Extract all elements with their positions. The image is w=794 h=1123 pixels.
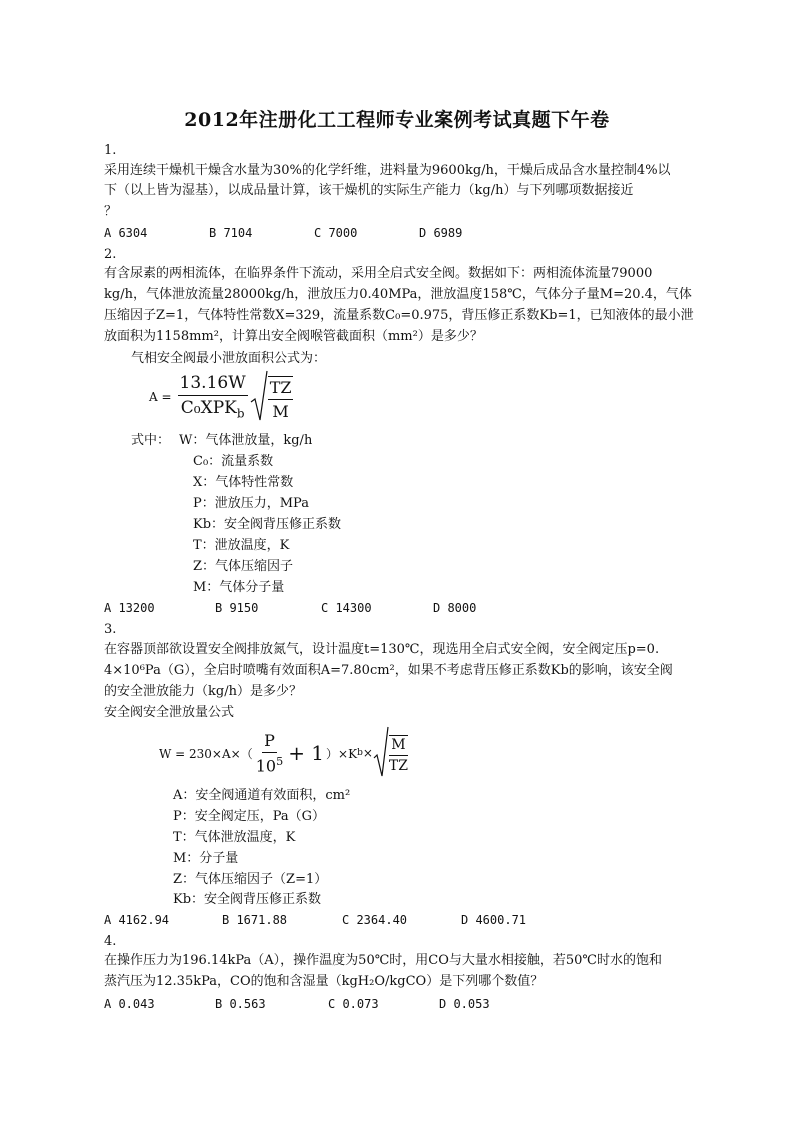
option-a: A 6304 bbox=[104, 226, 148, 240]
formula-root-denominator: TZ bbox=[388, 757, 408, 774]
question-text-line: kg/h，气体泄放流量28000kg/h，泄放压力0.40MPa，泄放温度158℃，气体分子量M=20.4，气体 bbox=[104, 287, 692, 302]
legend-item: T：气体泄放温度，K bbox=[173, 830, 296, 845]
formula-lhs: W = 230×A×（ bbox=[159, 746, 253, 761]
question-text-line: 放面积为1158mm²，计算出安全阀喉管截面积（mm²）是多少？ bbox=[104, 329, 483, 344]
question-text-line: 采用连续干燥机干燥含水量为30%的化学纤维，进料量为9600kg/h，干燥后成品含水量控制4%以 bbox=[104, 163, 671, 178]
formula-root-fraction bbox=[268, 376, 294, 421]
document-title: 2012年注册化工工程师专业案例考试真题下午卷 bbox=[184, 109, 610, 131]
formula-numerator: 13.16W bbox=[178, 373, 248, 396]
option-d: D 8000 bbox=[433, 601, 477, 615]
option-b: B 9150 bbox=[215, 601, 259, 615]
legend-item: M：分子量 bbox=[173, 851, 239, 866]
option-c: C 7000 bbox=[314, 226, 358, 240]
formula-root-numerator: M bbox=[389, 737, 407, 756]
legend-item: Kb：安全阀背压修正系数 bbox=[173, 892, 322, 907]
option-a: A 4162.94 bbox=[104, 913, 170, 927]
formula-numerator: P bbox=[262, 731, 277, 753]
sqrt-sign-icon bbox=[373, 726, 389, 780]
question-text-line: 蒸汽压为12.35kPa，CO的饱和含湿量（kgH₂O/kgCO）是下列哪个数值？ bbox=[104, 974, 544, 989]
sqrt-sign-icon bbox=[250, 370, 268, 424]
formula-root-numerator: TZ bbox=[268, 378, 294, 400]
question-number: 4. bbox=[104, 934, 117, 949]
legend-item: Z：气体压缩因子（Z=1） bbox=[173, 872, 328, 887]
option-d: D 0.053 bbox=[439, 997, 490, 1011]
option-c: C 14300 bbox=[321, 601, 372, 615]
question-text-line: 4×10⁶Pa（G），全启时喷嘴有效面积A=7.80cm²，如果不考虑背压修正系数Kb的影响，该安全阀 bbox=[104, 663, 673, 678]
question-text-line: 压缩因子Z=1，气体特性常数X=329，流量系数C₀=0.975，背压修正系数Kb=1，已知液体的最小泄 bbox=[104, 308, 694, 323]
formula-min-area bbox=[149, 370, 293, 424]
legend-item: A：安全阀通道有效面积，cm² bbox=[173, 788, 351, 803]
option-d: D 6989 bbox=[419, 226, 463, 240]
legend-item: T：泄放温度，K bbox=[193, 538, 290, 553]
legend-item: P：泄放压力，MPa bbox=[193, 496, 309, 511]
formula-denominator: C₀XPK bbox=[180, 398, 237, 419]
question-text-line: 的安全泄放能力（kg/h）是多少？ bbox=[104, 684, 302, 699]
option-b: B 7104 bbox=[209, 226, 253, 240]
question-text-line: 在操作压力为196.14kPa（A），操作温度为50℃时，用CO与大量水相接触，若50℃时水的饱和 bbox=[104, 953, 662, 968]
option-d: D 4600.71 bbox=[461, 913, 527, 927]
legend-item: Z：气体压缩因子 bbox=[193, 559, 294, 574]
formula-root-denominator: M bbox=[272, 401, 289, 421]
formula-fraction bbox=[256, 731, 283, 775]
legend-item: X：气体特性常数 bbox=[193, 475, 294, 490]
option-b: B 1671.88 bbox=[222, 913, 288, 927]
question-text-line: 有含尿素的两相流体，在临界条件下流动，采用全启式安全阀。数据如下：两相流体流量79000 bbox=[104, 266, 653, 281]
formula-intro: 安全阀安全泄放量公式 bbox=[104, 705, 235, 720]
formula-root-fraction bbox=[389, 735, 408, 774]
formula-lhs: A = bbox=[149, 390, 172, 404]
formula-denominator-sub: b bbox=[236, 406, 245, 421]
legend-item: C₀：流量系数 bbox=[193, 454, 274, 469]
formula-plus-one: + 1 bbox=[288, 741, 325, 765]
option-c: C 2364.40 bbox=[342, 913, 408, 927]
formula-denominator: 10 bbox=[255, 756, 277, 776]
formula-exponent: 5 bbox=[276, 754, 284, 768]
question-text-line: 在容器顶部欲设置安全阀排放氮气，设计温度t=130℃，现选用全启式安全阀，安全阀定压p=0. bbox=[104, 642, 660, 657]
legend-item: Kb：安全阀背压修正系数 bbox=[193, 517, 342, 532]
legend-item: W：气体泄放量，kg/h bbox=[179, 433, 313, 448]
formula-discharge bbox=[159, 724, 408, 782]
option-a: A 13200 bbox=[104, 601, 155, 615]
option-c: C 0.073 bbox=[328, 997, 379, 1011]
formula-after: ）×K bbox=[326, 746, 358, 761]
formula-intro: 气相安全阀最小泄放面积公式为： bbox=[131, 351, 327, 366]
legend-item: P：安全阀定压，Pa（G） bbox=[173, 809, 326, 824]
formula-fraction bbox=[178, 373, 248, 420]
question-number: 3. bbox=[104, 622, 117, 637]
legend-intro: 式中： bbox=[131, 433, 171, 448]
option-b: B 0.563 bbox=[215, 997, 266, 1011]
question-text-line: ？ bbox=[104, 204, 118, 219]
formula-after-sub: b bbox=[357, 748, 363, 758]
formula-times: × bbox=[362, 746, 373, 760]
legend-item: M：气体分子量 bbox=[193, 580, 285, 595]
question-number: 1. bbox=[104, 143, 117, 158]
question-text-line: 下（以上皆为湿基），以成品量计算，该干燥机的实际生产能力（kg/h）与下列哪项数据接近 bbox=[104, 183, 634, 198]
option-a: A 0.043 bbox=[104, 997, 155, 1011]
question-number: 2. bbox=[104, 247, 117, 262]
